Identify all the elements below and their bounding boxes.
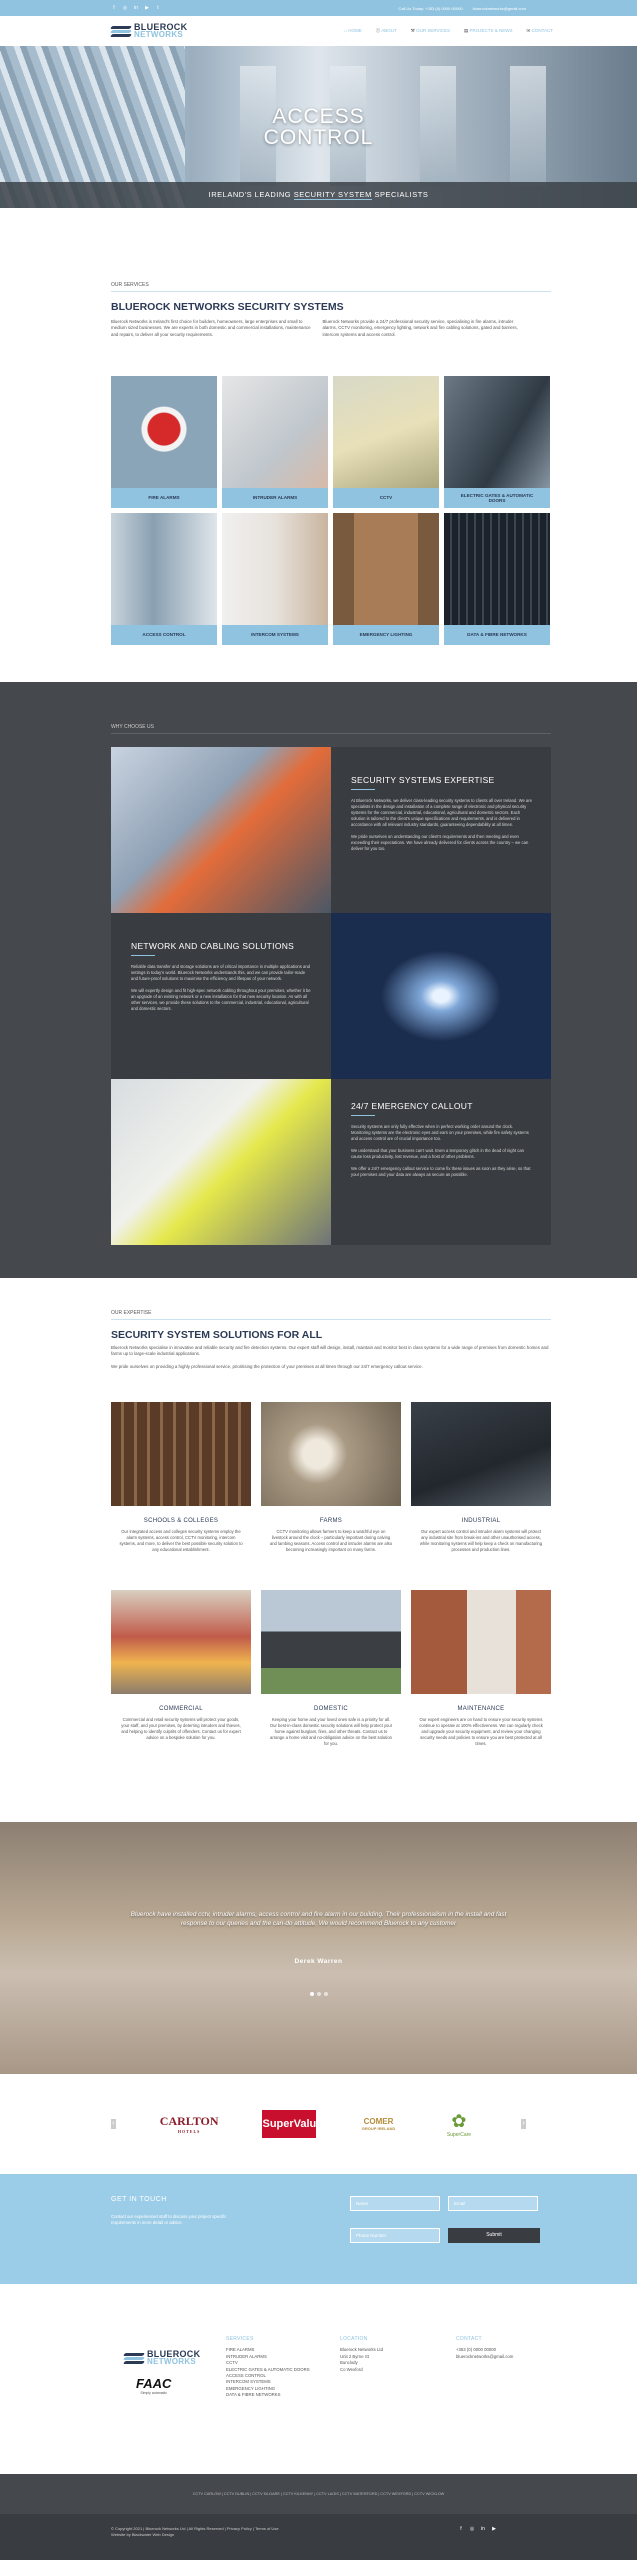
footer-email[interactable]: bluerocknetworks@gmail.com — [456, 2353, 514, 2359]
why-block-expertise: SECURITY SYSTEMS EXPERTISE At Bluerock Networks, we deliver class-leading security systems to clients all over Ireland. We are specialists in the design and installation of a complete range of electronic and physical security systems for the commercial, industrial, educational, agricultural and domestic sectors. Each solution is tailored to the client's unique specifications and requirements, and is delivered in accordance with all relevant industry standards, guaranteeing dependability at all times. We pride ourselves on understanding our client's requirements and then meeting and even exceeding their expectations. We have already delivered for clients across the country – we can deliver for you too. — [331, 747, 551, 913]
twitter-icon[interactable]: t — [157, 5, 159, 11]
slider-dots[interactable] — [0, 1983, 637, 2001]
services-intro-1: Bluerock Networks is Ireland's first choice for builders, homeowners, large enterprises and small to medium sized businesses. We are experts in both domestic and commercial installations, maintenance and repairs, to deliver all your security requirements. — [111, 319, 311, 337]
hero-tagline: IRELAND'S LEADING SECURITY SYSTEM SPECIALISTS — [0, 182, 637, 208]
footer-link[interactable]: FIRE ALARMS — [226, 2347, 255, 2353]
services-section — [0, 282, 637, 338]
service-areas-bar[interactable]: CCTV CARLOW | CCTV DUBLIN | CCTV KILDARE | CCTV KILKENNY | CCTV LAOIS | CCTV WATERFORD | CCTV WEXFORD | CCTV WICKLOW — [0, 2474, 637, 2514]
submit-button[interactable]: Submit — [448, 2228, 540, 2243]
expertise-card[interactable]: DOMESTIC Keeping your home and your loved ones safe is a priority for all. Our best-in-class domestic security solutions will help protect your home against burglars, fires, and other threats. Contact us to arrange a home visit and no-obligation advice on the best solution for you. — [261, 1590, 401, 1778]
service-tile-cctv[interactable]: CCTV — [333, 376, 439, 508]
expertise-card[interactable]: MAINTENANCE Our expert engineers are on hand to ensure your security systems continue to operate at 100% effectiveness. We can regularly check and upgrade your security equipment, and review your changing security needs and policies to ensure you are best protected at all times. — [411, 1590, 551, 1778]
youtube-icon[interactable]: ▶ — [492, 2526, 496, 2532]
contact-title: GET IN TOUCH — [111, 2196, 167, 2203]
footer-link[interactable]: ACCESS CONTROL — [226, 2373, 266, 2379]
facebook-icon[interactable]: f — [460, 2526, 462, 2532]
expertise-title: SECURITY SYSTEM SOLUTIONS FOR ALL — [111, 1329, 323, 1341]
client-logo-supervalu: SuperValu — [262, 2110, 316, 2138]
client-logo-supercare: ✿ SuperCare — [446, 2110, 472, 2138]
copyright-bar — [0, 2514, 637, 2560]
client-logo-carlton: CARLTON HOTELS — [159, 2114, 219, 2134]
hero-banner — [0, 46, 637, 208]
why-block-network: NETWORK AND CABLING SOLUTIONS Reliable data transfer and storage solutions are of critical importance in multiple applications and settings in today's world. Bluerock Networks understands this, and we can provide tailor-made and future-proof solutions to maximise the efficiency and lifespan of your network. We will expertly design and fit high-spec network cabling throughout your premises, whether it be an upgrade of an existing network or a new installation for that new security location. As with all other services, we provide these solutions to the commercial, industrial, educational, agricultural and domestic sectors. — [111, 913, 331, 1079]
footer-link[interactable]: INTRUDER ALARMS — [226, 2353, 267, 2359]
copyright-text: © Copyright 2021 | Bluerock Networks Ltd | All Rights Reserved | Privacy Policy | Terms of Use — [111, 2526, 279, 2531]
instagram-icon[interactable]: ◎ — [469, 2526, 475, 2532]
service-tile-intercom[interactable]: INTERCOM SYSTEMS — [222, 513, 328, 645]
client-logos — [0, 2074, 637, 2174]
phone-input[interactable]: Phone Number — [350, 2228, 440, 2243]
why-image-emergency — [111, 1079, 331, 1245]
site-logo[interactable] — [111, 23, 187, 39]
logo-name-top: BLUEROCK — [134, 22, 188, 32]
contact-form-section — [0, 2174, 637, 2284]
social-links — [111, 5, 161, 11]
why-block-callout: 24/7 EMERGENCY CALLOUT Security systems are only fully effective when in perfect working order around the clock. Monitoring systems are the electronic eyes and ears on your premises, while fire safety systems and access control are of crucial importance too. We understand that your business can't wait. Even a temporary glitch in the dead of night can cause loss productivity, lost revenue, and a host of other problems. We offer a 24/7 emergency callout service to come fix these issues as soon as they arise, so that your premises and your data are always as secure as possible. — [331, 1079, 551, 1245]
footer-social-links — [458, 2526, 497, 2532]
expertise-section — [0, 1310, 637, 1370]
footer-link[interactable]: INTERCOM SYSTEMS — [226, 2379, 271, 2385]
carousel-prev-button[interactable]: ‹ — [112, 2120, 115, 2127]
why-eyebrow: WHY CHOOSE US — [111, 724, 551, 734]
expertise-intro-1: Bluerock Networks specialise in innovative and reliable security and fire detection systems. Our expert staff will design, install, maintain and monitor best in class systems for a wide range of premises from domestic homes and farms up to large-scale industrial applications. — [111, 1345, 549, 1357]
hero-title: ACCESS CONTROL — [263, 105, 374, 149]
services-grid — [111, 376, 551, 645]
nav-projects[interactable]: ▤ PROJECTS & NEWS — [464, 28, 513, 33]
top-bar — [0, 0, 637, 16]
nav-menu — [344, 28, 553, 34]
why-image-technician — [111, 747, 331, 913]
topbar-email[interactable]: bluerocknetworks@gmail.com — [472, 5, 526, 11]
topbar-phone[interactable]: Call Us Today: +353 (0) 0000 00000 — [398, 5, 463, 11]
carousel-next-button[interactable]: › — [522, 2120, 525, 2127]
testimonial-slider — [0, 1822, 637, 2074]
footer-location: LOCATION Bluerock Networks Ltd Unit 2 Byrne St Bunclody Co Wexford — [340, 2336, 383, 2372]
expertise-grid — [111, 1402, 551, 1778]
service-tile-data-networks[interactable]: DATA & FIBRE NETWORKS — [444, 513, 550, 645]
services-eyebrow: OUR SERVICES — [111, 282, 551, 292]
nav-contact[interactable]: ✉ CONTACT — [526, 28, 553, 33]
expertise-eyebrow: OUR EXPERTISE — [111, 1310, 551, 1320]
name-input[interactable]: Name — [350, 2196, 440, 2211]
footer-logo[interactable]: BLUEROCK NETWORKS — [124, 2350, 200, 2366]
footer-phone[interactable]: +353 (0) 0000 00000 — [456, 2347, 497, 2353]
logo-mark-icon — [111, 25, 131, 37]
expertise-card[interactable]: SCHOOLS & COLLEGES Our integrated access and colleges security systems employ the alarm systems, access control, CCTV monitoring, intercom systems, and more, to deliver the best possible security solution to any educational establishment. — [111, 1402, 251, 1590]
main-nav — [0, 16, 637, 46]
service-tile-intruder-alarms[interactable]: INTRUDER ALARMS — [222, 376, 328, 508]
footer-link[interactable]: EMERGENCY LIGHTING — [226, 2385, 276, 2391]
instagram-icon[interactable]: ◎ — [122, 5, 128, 11]
footer — [0, 2284, 637, 2474]
services-title: BLUEROCK NETWORKS SECURITY SYSTEMS — [111, 301, 344, 313]
expertise-card[interactable]: INDUSTRIAL Our expert access control and intruder alarm systems will protect any industrial site from break-ins and other unauthorised access, while monitoring systems will help keep a check on manufacturing processes and production lines. — [411, 1402, 551, 1590]
footer-link[interactable]: ELECTRIC GATES & AUTOMATIC DOORS — [226, 2366, 310, 2372]
footer-link[interactable]: CCTV — [226, 2360, 238, 2366]
linkedin-icon[interactable]: in — [134, 5, 138, 11]
expertise-card[interactable]: COMMERCIAL Commercial and retail security systems will protect your goods, your staff, and your premises, by deterring intruders and thieves, and helping to identify culprits of offenders. Contact us for expert advice on a bespoke solution for you. — [111, 1590, 251, 1778]
logo-name-bottom: NETWORKS — [134, 30, 184, 39]
why-image-server-room — [331, 913, 551, 1079]
why-choose-us-section — [0, 682, 637, 1278]
nav-home[interactable]: ⌂ HOME — [344, 28, 362, 33]
footer-services: SERVICES FIRE ALARMS INTRUDER ALARMS CCTV ELECTRIC GATES & AUTOMATIC DOORS ACCESS CONTROL INTERCOM SYSTEMS EMERGENCY LIGHTING DATA & FIBRE NETWORKS — [226, 2336, 310, 2398]
service-tile-emergency-lighting[interactable]: EMERGENCY LIGHTING — [333, 513, 439, 645]
nav-about[interactable]: Ⓘ ABOUT — [375, 28, 397, 33]
expertise-intro-2: We pride ourselves on providing a highly professional service, prioritising the protection of your premises at all times through our 24/7 emergency callout service. — [111, 1363, 423, 1369]
testimonial-quote: Bluerock have installed cctv, intruder alarms, access control and fire alarm in our building. Their professionalism in the install and fast response to our queries and the can-do attitude. We would recommend Bluerock to any customer — [130, 1911, 507, 1927]
client-logo-comer: COMER GROUP IRELAND — [361, 2117, 396, 2131]
linkedin-icon[interactable]: in — [481, 2526, 485, 2532]
youtube-icon[interactable]: ▶ — [145, 5, 149, 11]
service-tile-access-control[interactable]: ACCESS CONTROL — [111, 513, 217, 645]
contact-text: Contact our experienced staff to discuss your project specific requirements in more detail or advice. — [111, 2214, 227, 2226]
nav-services[interactable]: ⚒ OUR SERVICES — [410, 28, 451, 33]
footer-link[interactable]: DATA & FIBRE NETWORKS — [226, 2392, 281, 2398]
expertise-card[interactable]: FARMS CCTV monitoring allows farmers to keep a watchful eye on livestock around the clock – particularly important during calving and lambing seasons. Access control and intruder alarms are also becoming increasingly important on many farms. — [261, 1402, 401, 1590]
email-input[interactable]: Email — [448, 2196, 538, 2211]
faac-logo: FAAC Simply automatic — [136, 2376, 172, 2395]
service-tile-gates-doors[interactable]: ELECTRIC GATES & AUTOMATIC DOORS — [444, 376, 550, 508]
services-intro-2: Bluerock Networks provide a 24/7 professional security service, specialising in fire alarms, intruder alarms, CCTV monitoring, emergency lighting, network and fire cabling solutions, gated and barriers, intercom systems and access control. — [322, 319, 518, 337]
credit-text[interactable]: Website by Blackwater Web Design — [111, 2532, 175, 2537]
service-tile-fire-alarms[interactable]: FIRE ALARMS — [111, 376, 217, 508]
testimonial-author: Derek Warren — [294, 1958, 343, 1965]
facebook-icon[interactable]: f — [113, 5, 115, 11]
footer-contact: CONTACT +353 (0) 0000 00000 bluerocknetworks@gmail.com — [456, 2336, 514, 2359]
